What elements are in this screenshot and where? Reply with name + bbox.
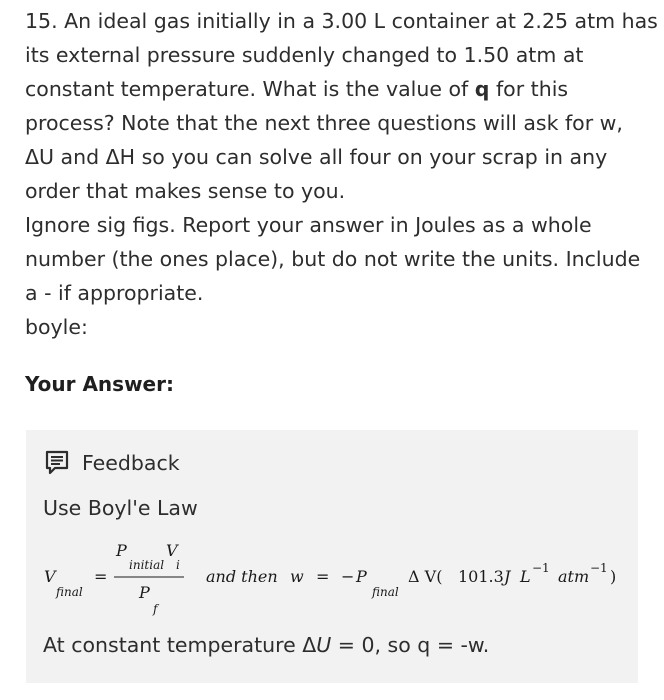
formula-sub-final-2: final bbox=[372, 585, 399, 599]
question-bold-q: q bbox=[474, 77, 490, 101]
question-line: 15. An ideal gas initially in a 3.00 L container at 2.25 atm has bbox=[25, 9, 658, 33]
formula-delta-v: Δ V( bbox=[408, 567, 443, 586]
feedback-panel bbox=[26, 430, 638, 683]
question-line: process? Note that the next three questions will ask for w, bbox=[25, 111, 623, 135]
formula-exp-l: −1 bbox=[532, 561, 550, 575]
formula-constant: 101.3 bbox=[458, 567, 504, 586]
question-line bbox=[25, 72, 640, 106]
question-line-part: for this bbox=[489, 77, 569, 101]
formula-p-initial: P bbox=[116, 541, 127, 560]
feedback-hint: Use Boyl'e Law bbox=[43, 496, 198, 520]
formula-equals-2: = bbox=[316, 567, 330, 586]
question-line: Ignore sig figs. Report your answer in Joules as a whole bbox=[25, 213, 592, 237]
formula-sub-initial: initial bbox=[129, 558, 165, 572]
formula-unit-atm: atm bbox=[558, 567, 590, 586]
formula-close-paren: ) bbox=[610, 567, 617, 586]
your-answer-label: Your Answer: bbox=[25, 372, 174, 396]
feedback-header bbox=[44, 450, 180, 476]
formula-unit-l: L bbox=[520, 567, 531, 586]
formula-sub-final: final bbox=[56, 585, 83, 599]
question-text bbox=[25, 4, 658, 344]
question-line: number (the ones place), but do not write the units. Include bbox=[25, 247, 641, 271]
conclusion-part: At constant temperature Δ bbox=[43, 633, 317, 657]
formula-p-final: P bbox=[139, 583, 150, 602]
question-line: ΔU and ΔH so you can solve all four on your scrap in any bbox=[25, 145, 608, 169]
formula-sub-i: i bbox=[176, 558, 180, 572]
conclusion-part: = 0, so q = -w. bbox=[331, 633, 490, 657]
feedback-document-icon bbox=[44, 450, 70, 476]
conclusion-italic-u: U bbox=[316, 633, 332, 657]
question-line: order that makes sense to you. bbox=[25, 179, 346, 203]
feedback-conclusion bbox=[43, 633, 489, 657]
formula-and-then: and then bbox=[206, 567, 278, 586]
formula-p-final-2: P bbox=[356, 567, 367, 586]
formula-unit-j: J bbox=[504, 567, 511, 586]
feedback-title: Feedback bbox=[82, 451, 180, 475]
formula-v-final: V bbox=[44, 567, 56, 586]
boyle-formula bbox=[26, 530, 638, 630]
formula-minus: − bbox=[341, 567, 355, 586]
question-line-part: constant temperature. What is the value of bbox=[25, 77, 475, 101]
question-line: boyle: bbox=[25, 315, 88, 339]
formula-w: w bbox=[290, 567, 304, 586]
formula-exp-atm: −1 bbox=[590, 561, 608, 575]
question-line: a - if appropriate. bbox=[25, 281, 204, 305]
question-line: its external pressure suddenly changed to 1.50 atm at bbox=[25, 43, 584, 67]
formula-v-initial: V bbox=[166, 541, 178, 560]
formula-equals: = bbox=[94, 567, 108, 586]
formula-sub-f: f bbox=[153, 602, 158, 616]
